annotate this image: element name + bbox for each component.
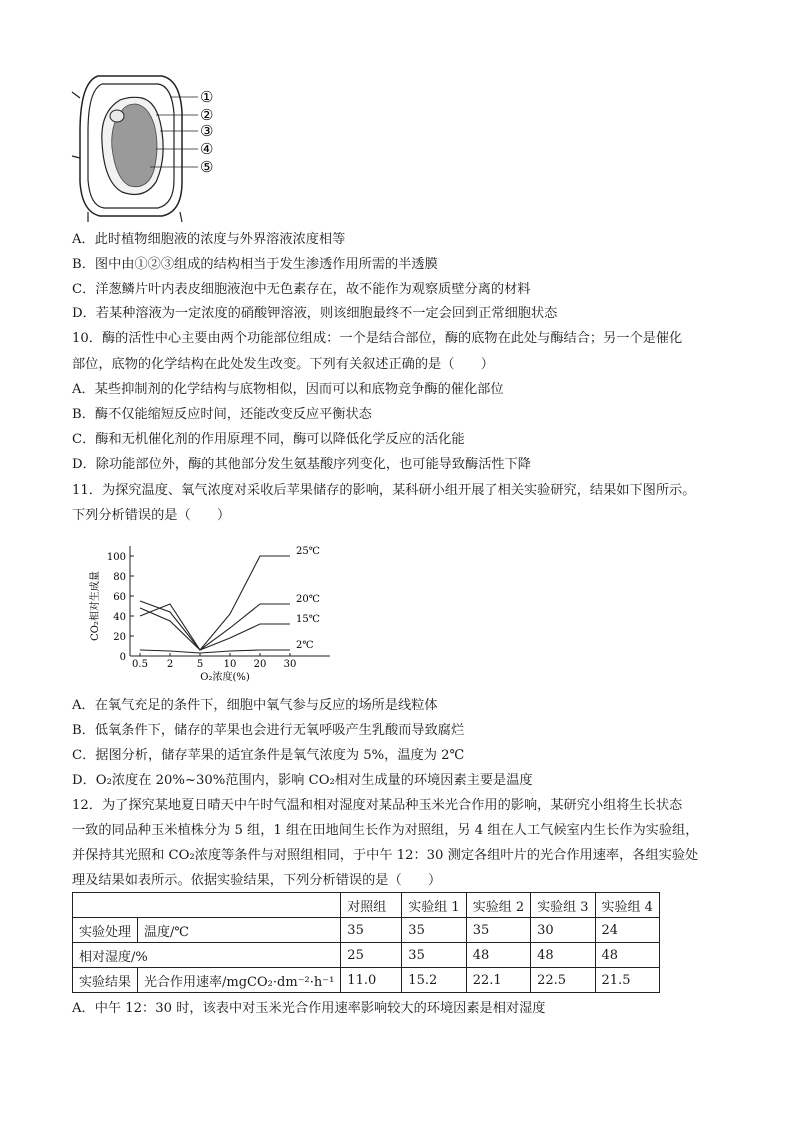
- q11-stem-line-1: 11．为探究温度、氧气浓度对采收后苹果储存的影响，某科研小组开展了相关实验研究，结果如下图所示。: [72, 483, 696, 498]
- table-cell: 48: [466, 943, 530, 968]
- q10-stem-line-2: 部位，底物的化学结构在此处发生改变。下列有关叙述正确的是（ ）: [72, 357, 494, 372]
- series-line: [140, 556, 290, 650]
- q11-option-d: D．O₂浓度在 20%~30%范围内，影响 CO₂相对生成量的环境因素主要是温度: [72, 773, 533, 788]
- q12-stem-line-1: 12．为了探究某地夏日晴天中午时气温和相对湿度对某品种玉米光合作用的影响，某研究小组将生长状态: [72, 798, 683, 813]
- cell-label-1: ①: [200, 88, 214, 106]
- y-axis-label: CO₂相对生成量: [90, 571, 101, 641]
- x-axis-label: O₂浓度(%): [200, 672, 250, 683]
- table-header-row: [73, 893, 660, 918]
- series-label: 15℃: [296, 614, 320, 625]
- x-tick-label: 20: [253, 659, 267, 670]
- table-cell: 30: [531, 918, 595, 943]
- plant-cell-diagram: [70, 72, 240, 222]
- table-corner-cell: [73, 893, 341, 918]
- series-line: [140, 608, 290, 650]
- q9-option-c: C．洋葱鳞片叶内表皮细胞液泡中无色素存在，故不能作为观察质壁分离的材料: [72, 282, 531, 297]
- q10-option-d: D．除功能部位外，酶的其他部分发生氨基酸序列变化，也可能导致酶活性下降: [72, 457, 531, 472]
- cell-label-4: ④: [200, 140, 214, 158]
- q10-option-c: C．酶和无机催化剂的作用原理不同，酶可以降低化学反应的活化能: [72, 432, 465, 447]
- rate-label: 光合作用速率/mgCO₂·dm⁻²·h⁻¹: [138, 968, 341, 993]
- q10-stem-line-1: 10．酶的活性中心主要由两个功能部位组成：一个是结合部位，酶的底物在此处与酶结合；另一个是催化: [72, 331, 683, 346]
- q11-option-c: C．据图分析，储存苹果的适宜条件是氧气浓度为 5%，温度为 2℃: [72, 748, 465, 763]
- table-header-cell: 实验组 2: [466, 893, 530, 918]
- x-tick-label: 30: [283, 659, 297, 670]
- table-cell: 48: [531, 943, 595, 968]
- co2-oxygen-chart: [80, 536, 340, 686]
- q11-option-a: A．在氧气充足的条件下，细胞中氧气参与反应的场所是线粒体: [72, 698, 438, 713]
- q9-option-d: D．若某种溶液为一定浓度的硝酸钾溶液，则该细胞最终不一定会回到正常细胞状态: [72, 306, 558, 321]
- wall-stub-top-left: [72, 92, 80, 98]
- table-cell: 25: [341, 943, 402, 968]
- nucleus: [110, 110, 124, 122]
- q12-option-a: A．中午 12：30 时，该表中对玉米光合作用速率影响较大的环境因素是相对湿度: [72, 1001, 546, 1016]
- table-cell: 21.5: [595, 968, 659, 993]
- y-tick-label: 80: [113, 572, 126, 583]
- y-tick-label: 0: [119, 652, 126, 663]
- table-cell: 35: [466, 918, 530, 943]
- result-label: 实验结果: [73, 968, 138, 993]
- series-label: 25℃: [296, 546, 320, 557]
- table-cell: 22.5: [531, 968, 595, 993]
- q9-option-b: B．图中由①②③组成的结构相当于发生渗透作用所需的半透膜: [72, 257, 438, 272]
- x-tick-label: 10: [223, 659, 237, 670]
- q9-option-a: A．此时植物细胞液的浓度与外界溶液浓度相等: [72, 232, 346, 247]
- experiment-table: [72, 892, 660, 993]
- y-tick-label: 20: [113, 632, 126, 643]
- cell-label-2: ②: [200, 106, 214, 124]
- table-cell: 22.1: [466, 968, 530, 993]
- x-tick-label: 2: [166, 659, 174, 670]
- table-row-result: [73, 968, 660, 993]
- table-cell: 11.0: [341, 968, 402, 993]
- table-cell: 35: [402, 943, 466, 968]
- table-cell: 35: [341, 918, 402, 943]
- series-label: 20℃: [296, 594, 320, 605]
- table-cell: 24: [595, 918, 659, 943]
- treatment-label: 实验处理: [73, 918, 138, 943]
- series-line: [140, 650, 290, 653]
- cell-label-3: ③: [200, 122, 214, 140]
- x-tick-label: 5: [196, 659, 204, 670]
- table-cell: 35: [402, 918, 466, 943]
- q12-stem-line-3: 并保持其光照和 CO₂浓度等条件与对照组相同，于中午 12：30 测定各组叶片的光合作用速率，各组实验处: [72, 848, 699, 863]
- y-tick-label: 40: [113, 612, 126, 623]
- x-tick-label: 0.5: [132, 659, 148, 670]
- table-cell: 15.2: [402, 968, 466, 993]
- temp-label: 温度/℃: [138, 918, 341, 943]
- q11-stem-line-2: 下列分析错误的是（ ）: [72, 508, 231, 523]
- table-header-cell: 实验组 4: [595, 893, 659, 918]
- wall-stub-bottom-left: [72, 156, 80, 158]
- table-header-cell: 对照组: [341, 893, 402, 918]
- y-tick-label: 100: [106, 552, 126, 563]
- y-tick-label: 60: [113, 592, 126, 603]
- table-header-cell: 实验组 1: [402, 893, 466, 918]
- q10-option-a: A．某些抑制剂的化学结构与底物相似，因而可以和底物竞争酶的催化部位: [72, 382, 504, 397]
- cell-label-5: ⑤: [200, 158, 214, 176]
- wall-stub-bottom-right: [180, 212, 182, 222]
- humidity-label: 相对湿度/%: [73, 943, 341, 968]
- table-row-humidity: [73, 943, 660, 968]
- q12-stem-line-4: 理及结果如表所示。依据实验结果，下列分析错误的是（ ）: [72, 873, 442, 888]
- table-cell: 48: [595, 943, 659, 968]
- q10-option-b: B．酶不仅能缩短反应时间，还能改变反应平衡状态: [72, 407, 372, 422]
- table-header-cell: 实验组 3: [531, 893, 595, 918]
- series-line: [140, 601, 290, 650]
- q12-stem-line-2: 一致的同品种玉米植株分为 5 组，1 组在田地间生长作为对照组，另 4 组在人工气候室内生长作为实验组，: [72, 823, 699, 838]
- table-row-temperature: [73, 918, 660, 943]
- q11-option-b: B．低氧条件下，储存的苹果也会进行无氧呼吸产生乳酸而导致腐烂: [72, 723, 465, 738]
- series-label: 2℃: [296, 640, 314, 651]
